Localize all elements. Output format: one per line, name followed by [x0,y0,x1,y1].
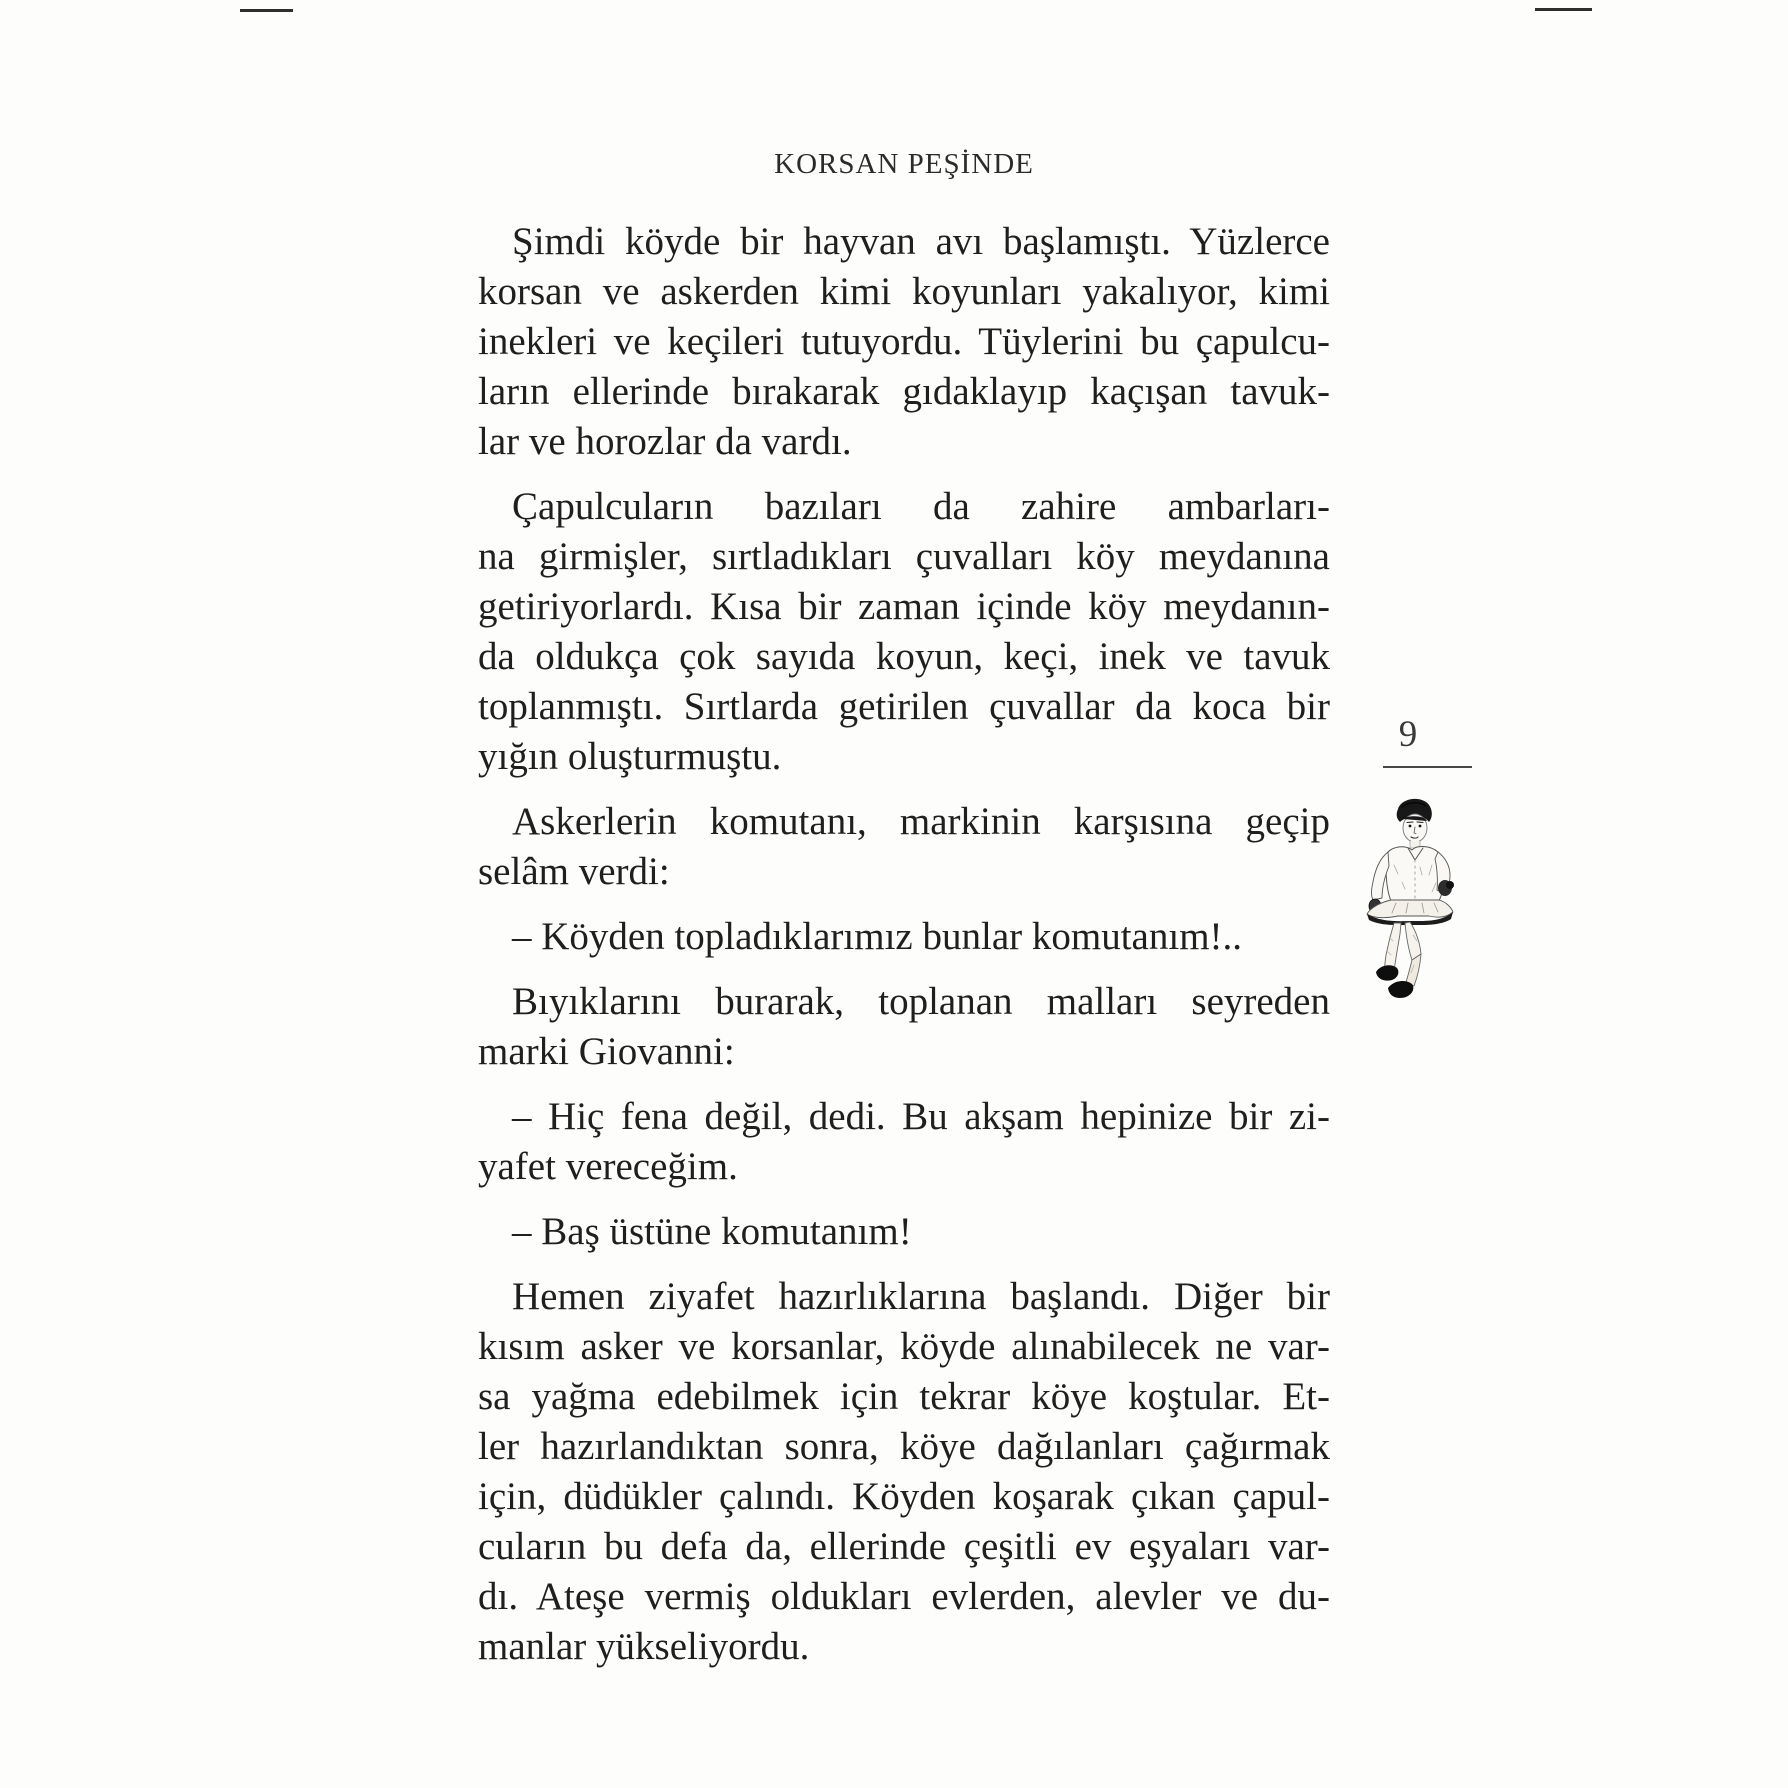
page-number-rule [1383,766,1472,768]
paragraph [478,217,1330,467]
text-line: yafet vereceğim. [478,1145,738,1188]
text-line: Hemen ziyafet hazırlıklarına başlandı. Diğer bir [512,1275,1330,1318]
text-line: ların ellerinde bırakarak gıdaklayıp kaçışan tavuk- [478,370,1330,413]
paragraph [478,1092,1330,1192]
page-number: 9 [1398,714,1418,755]
text-line: da oldukça çok sayıda koyun, keçi, inek ve tavuk [478,635,1330,678]
paragraph [478,1207,1330,1257]
text-line: için, düdükler çalındı. Köyden koşarak çıkan çapul- [478,1475,1330,1518]
text-line: Bıyıklarını burarak, toplanan malları seyreden [512,980,1330,1023]
text-line: sa yağma edebilmek için tekrar köye koştular. Et- [478,1375,1330,1418]
text-line: selâm verdi: [478,850,670,893]
crop-mark-top-right [1535,8,1592,11]
paragraph [478,482,1330,782]
text-line: – Hiç fena değil, dedi. Bu akşam hepinize bir zi- [512,1095,1330,1138]
text-line: inekleri ve keçileri tutuyordu. Tüylerini bu çapulcu- [478,320,1330,363]
paragraph [478,977,1330,1077]
text-line: ler hazırlandıktan sonra, köye dağılanları çağırmak [478,1425,1330,1468]
text-line: cuların bu defa da, ellerinde çeşitli ev eşyaları var- [478,1525,1330,1568]
text-line: manlar yükseliyordu. [478,1625,810,1668]
text-line: lar ve horozlar da vardı. [478,420,852,463]
text-line: Askerlerin komutanı, markinin karşısına geçip [512,800,1330,843]
text-line: korsan ve askerden kimi koyunları yakalıyor, kimi [478,270,1330,313]
text-line: dı. Ateşe vermiş oldukları evlerden, alevler ve du- [478,1575,1330,1618]
text-line: getiriyorlardı. Kısa bir zaman içinde köy meydanın- [478,585,1330,628]
text-line: – Köyden topladıklarımız bunlar komutanım!.. [512,915,1243,958]
text-line: – Baş üstüne komutanım! [512,1210,912,1253]
body-text [478,217,1330,1672]
running-boy-illustration [1358,795,1454,1005]
text-line: yığın oluşturmuştu. [478,735,782,778]
text-line: Şimdi köyde bir hayvan avı başlamıştı. Yüzlerce [512,220,1330,263]
running-header: KORSAN PEŞİNDE [774,148,1034,180]
paragraph [478,912,1330,962]
text-line: toplanmıştı. Sırtlarda getirilen çuvallar da koca bir [478,685,1330,728]
crop-mark-top-left [240,9,293,12]
text-line: na girmişler, sırtladıkları çuvalları köy meydanına [478,535,1330,578]
paragraph [478,797,1330,897]
text-line: Çapulcuların bazıları da zahire ambarları- [512,485,1330,528]
text-line: kısım asker ve korsanlar, köyde alınabilecek ne var- [478,1325,1330,1368]
text-line: marki Giovanni: [478,1030,735,1073]
paragraph [478,1272,1330,1672]
